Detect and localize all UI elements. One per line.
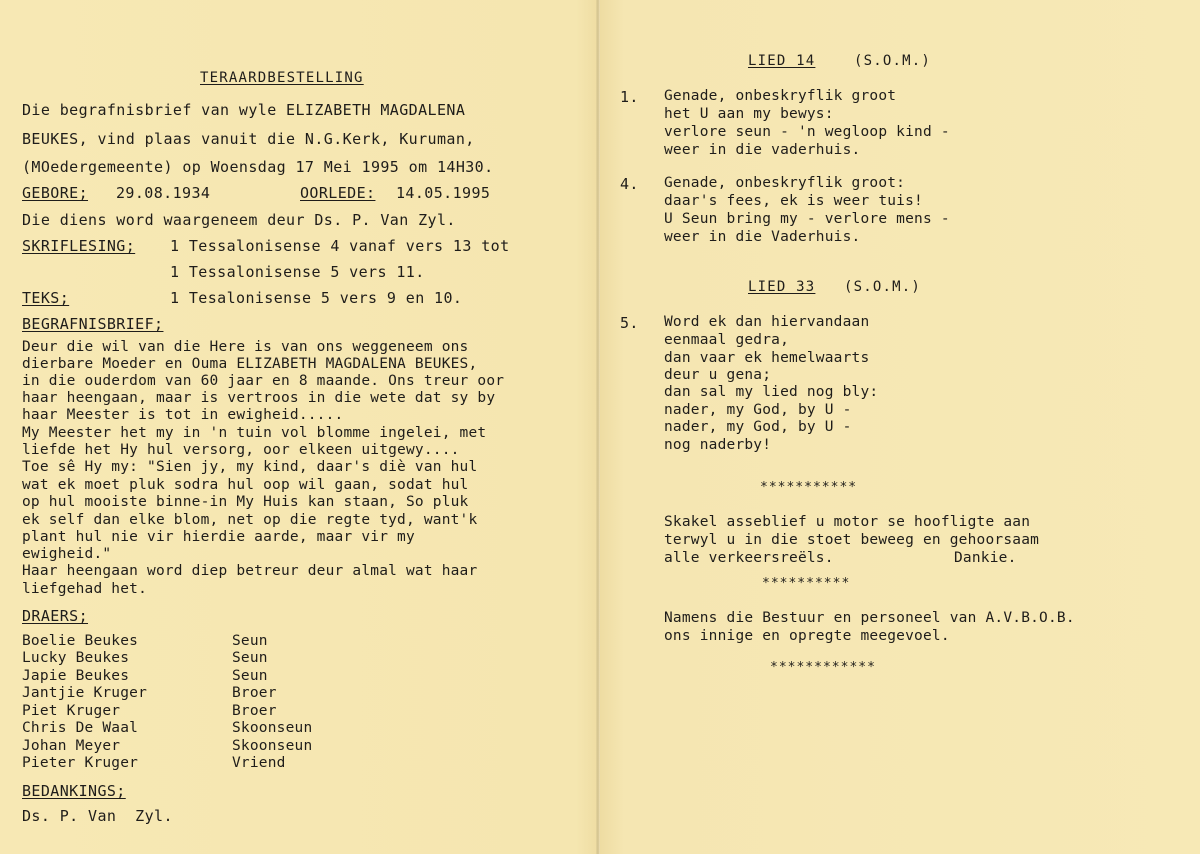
hymn-14-title: LIED 14 bbox=[748, 53, 816, 69]
verse-line: U Seun bring my - verlore mens - bbox=[664, 211, 950, 227]
verse-line: verlore seun - 'n wegloop kind - bbox=[664, 124, 950, 140]
obituary-line: ewigheid." bbox=[22, 546, 112, 562]
pallbearer-relation: Skoonseun bbox=[232, 720, 313, 736]
pallbearer-name: Lucky Beukes bbox=[22, 650, 130, 666]
verse-number: 1. bbox=[620, 88, 639, 106]
obituary-line: liefde het Hy hul versorg, oor elkeen uitgewy.... bbox=[22, 442, 460, 458]
gebore-date: 29.08.1934 bbox=[116, 184, 211, 202]
pallbearer-relation: Broer bbox=[232, 685, 277, 701]
verse-line: nog naderby! bbox=[664, 437, 772, 453]
obituary-line: dierbare Moeder en Ouma ELIZABETH MAGDALENA BEUKES, bbox=[22, 356, 478, 372]
oorlede-date: 14.05.1995 bbox=[396, 184, 491, 202]
teks-label: TEKS; bbox=[22, 289, 70, 307]
bedankings-label: BEDANKINGS; bbox=[22, 782, 126, 800]
pallbearer-name: Chris De Waal bbox=[22, 720, 139, 736]
pallbearer-relation: Skoonseun bbox=[232, 738, 313, 754]
verse-line: dan sal my lied nog bly: bbox=[664, 384, 879, 400]
verse-number: 5. bbox=[620, 314, 639, 332]
page-fold bbox=[596, 0, 600, 854]
intro-line: (MOedergemeente) op Woensdag 17 Mei 1995 om 14H30. bbox=[22, 158, 494, 176]
verse-line: weer in die vaderhuis. bbox=[664, 142, 861, 158]
obituary-line: liefgehad het. bbox=[22, 581, 148, 597]
pallbearer-name: Pieter Kruger bbox=[22, 755, 139, 771]
obituary-line: plant hul nie vir hierdie aarde, maar vir my bbox=[22, 529, 415, 545]
pallbearer-name: Johan Meyer bbox=[22, 738, 121, 754]
obituary-line: My Meester het my in 'n tuin vol blomme ingelei, met bbox=[22, 425, 487, 441]
notice-line: terwyl u in die stoet beweeg en gehoorsaam bbox=[664, 532, 1040, 548]
verse-line: Genade, onbeskryflik groot bbox=[664, 88, 897, 104]
pallbearer-name: Japie Beukes bbox=[22, 668, 130, 684]
condolence-line: Namens die Bestuur en personeel van A.V.B.O.B. bbox=[664, 610, 1075, 626]
pallbearer-name: Boelie Beukes bbox=[22, 633, 139, 649]
hymn-33-title: LIED 33 bbox=[748, 279, 816, 295]
obituary-line: Toe sê Hy my: "Sien jy, my kind, daar's diè van hul bbox=[22, 459, 478, 475]
dankie-text: Dankie. bbox=[954, 550, 1017, 566]
pallbearer-name: Jantjie Kruger bbox=[22, 685, 148, 701]
separator-stars: ************ bbox=[770, 660, 876, 675]
pallbearer-name: Piet Kruger bbox=[22, 703, 121, 719]
begrafnisbrief-label: BEGRAFNISBRIEF; bbox=[22, 315, 164, 333]
verse-line: nader, my God, by U - bbox=[664, 402, 852, 418]
verse-line: Genade, onbeskryflik groot: bbox=[664, 175, 906, 191]
notice-line: Skakel asseblief u motor se hoofligte aan bbox=[664, 514, 1031, 530]
verse-line: daar's fees, ek is weer tuis! bbox=[664, 193, 923, 209]
pallbearer-relation: Broer bbox=[232, 703, 277, 719]
obituary-line: wat ek moet pluk sodra hul oop wil gaan, sodat hul bbox=[22, 477, 469, 493]
verse-line: Word ek dan hiervandaan bbox=[664, 314, 870, 330]
skriflesing-label: SKRIFLESING; bbox=[22, 237, 136, 255]
verse-line: weer in die Vaderhuis. bbox=[664, 229, 861, 245]
obituary-line: in die ouderdom van 60 jaar en 8 maande. Ons treur oor bbox=[22, 373, 505, 389]
obituary-line: op hul mooiste binne-in My Huis kan staan, So pluk bbox=[22, 494, 469, 510]
pallbearer-relation: Seun bbox=[232, 650, 268, 666]
notice-line: alle verkeersreëls. bbox=[664, 550, 834, 566]
skriflesing-reading: 1 Tessalonisense 4 vanaf vers 13 tot bbox=[170, 237, 510, 255]
pallbearer-relation: Seun bbox=[232, 668, 268, 684]
gebore-label: GEBORE; bbox=[22, 184, 89, 202]
separator-stars: ********** bbox=[762, 576, 851, 591]
condolence-line: ons innige en opregte meegevoel. bbox=[664, 628, 950, 644]
intro-line: Die begrafnisbrief van wyle ELIZABETH MAGDALENA bbox=[22, 101, 466, 119]
obituary-line: haar heengaan, maar is vertroos in die wete dat sy by bbox=[22, 390, 496, 406]
page-title: TERAARDBESTELLING bbox=[200, 70, 364, 86]
obituary-line: ek self dan elke blom, net op die regte tyd, want'k bbox=[22, 512, 478, 528]
bedankings-text: Ds. P. Van Zyl. bbox=[22, 807, 173, 825]
obituary-line: haar Meester is tot in ewigheid..... bbox=[22, 407, 344, 423]
obituary-line: Deur die wil van die Here is van ons weggeneem ons bbox=[22, 339, 469, 355]
verse-line: eenmaal gedra, bbox=[664, 332, 790, 348]
oorlede-label: OORLEDE: bbox=[300, 184, 376, 202]
separator-stars: *********** bbox=[760, 480, 858, 495]
verse-number: 4. bbox=[620, 175, 639, 193]
verse-line: deur u gena; bbox=[664, 367, 772, 383]
hymn-14-source: (S.O.M.) bbox=[854, 53, 932, 69]
pallbearer-relation: Seun bbox=[232, 633, 268, 649]
draers-label: DRAERS; bbox=[22, 607, 89, 625]
pallbearer-relation: Vriend bbox=[232, 755, 286, 771]
diens-line: Die diens word waargeneem deur Ds. P. Van Zyl. bbox=[22, 211, 456, 229]
obituary-line: Haar heengaan word diep betreur deur almal wat haar bbox=[22, 563, 478, 579]
verse-line: dan vaar ek hemelwaarts bbox=[664, 350, 870, 366]
verse-line: nader, my God, by U - bbox=[664, 419, 852, 435]
hymn-33-source: (S.O.M.) bbox=[844, 279, 922, 295]
teks-reading: 1 Tesalonisense 5 vers 9 en 10. bbox=[170, 289, 463, 307]
intro-line: BEUKES, vind plaas vanuit die N.G.Kerk, Kuruman, bbox=[22, 130, 475, 148]
verse-line: het U aan my bewys: bbox=[664, 106, 834, 122]
skriflesing-reading: 1 Tessalonisense 5 vers 11. bbox=[170, 263, 425, 281]
